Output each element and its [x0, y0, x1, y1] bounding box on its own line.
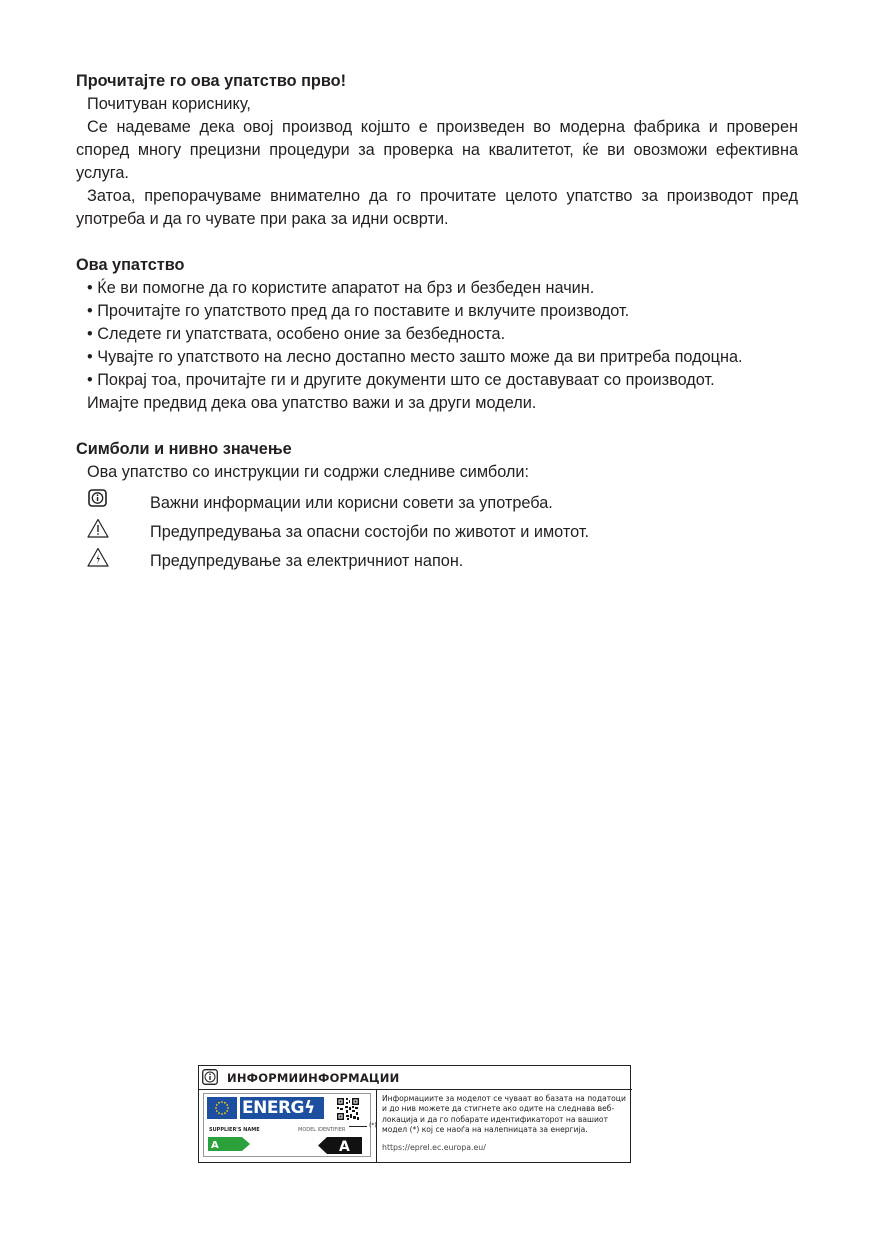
page-content: [76, 70, 798, 574]
model-identifier: MODEL IDENTIFIER: [298, 1127, 346, 1133]
info-icon: [87, 489, 109, 509]
eprel-link[interactable]: https://eprel.ec.europa.eu/: [382, 1143, 486, 1152]
energy-class-small: A: [211, 1140, 219, 1151]
energy-label-title: ИНФОРМИИНФОРМАЦИИ: [227, 1071, 400, 1085]
electric-warning-icon: [87, 547, 109, 567]
symbol-text: Предупредување за електричниот напон.: [150, 552, 464, 570]
symbols-heading: Симболи и нивно значење: [76, 440, 292, 458]
manual-bullet: • Чувајте го упатството на лесно достапно место зашто може да ви притреба подоцна.: [87, 348, 743, 366]
intro-heading: Прочитајте го ова упатство прво!: [76, 72, 347, 90]
eu-flag-icon: [207, 1097, 237, 1119]
symbols-intro: Ова упатство со инструкции ги содржи следниве симболи:: [87, 463, 530, 481]
manual-bullet: • Прочитајте го упатството пред да го поставите и вклучите производот.: [87, 302, 630, 320]
energy-label-header: [199, 1066, 632, 1090]
symbol-row-electric: [76, 545, 798, 574]
symbol-row-warning: [76, 516, 798, 545]
energy-label-card: [203, 1093, 371, 1157]
manual-note: Имајте предвид дека ова упатство важи и за други модели.: [87, 394, 537, 412]
symbol-text: Предупредувања за опасни состојби по животот и имотот.: [150, 523, 590, 541]
manual-bullet: • Ќе ви помогне да го користите апаратот на брз и безбеден начин.: [87, 279, 595, 297]
greeting: Почитуван кориснику,: [87, 95, 251, 113]
energy-class-bar: [208, 1137, 250, 1151]
manual-heading: Ова упатство: [76, 256, 185, 274]
pointer-line: [349, 1126, 367, 1127]
energy-class-arrow: [318, 1137, 362, 1154]
lightning-icon: ϟ: [304, 1098, 315, 1118]
symbol-text: Важни информации или корисни совети за употреба.: [150, 494, 553, 512]
energy-brand: ENERGϟ: [240, 1097, 324, 1119]
intro-paragraph-1: Се надеваме дека овој производ којшто е произведен во модерна фабрика и проверен според многу прецизни процедури за проверка на квалитетот, ќе ви овозможи ефективна услуга.: [76, 118, 798, 182]
intro-paragraph-2: Затоа, препорачуваме внимателно да го прочитате целото упатство за производот пред употреба и да го чувате при рака за идни осврти.: [76, 187, 798, 228]
manual-bullet: • Следете ги упатствата, особено оние за безбедноста.: [87, 325, 506, 343]
info-icon: [202, 1069, 218, 1085]
supplier-name: SUPPLIER'S NAME: [209, 1127, 260, 1133]
energy-label-sample: [199, 1090, 377, 1162]
energy-label-box: [198, 1065, 631, 1163]
model-marker: (*): [369, 1122, 377, 1129]
warning-icon: [87, 518, 109, 538]
manual-bullet: • Покрај тоа, прочитајте ги и другите документи што се доставуваат со производот.: [87, 371, 715, 389]
energy-class-big: A: [339, 1139, 350, 1154]
symbol-row-info: [76, 487, 798, 516]
qr-code-icon: [336, 1097, 360, 1121]
energy-label-description: Информациите за моделот се чуваат во базата на податоци и до нив можете да стигнете ако одите на следнава веб-локација и да го побарате идентификаторот на вашиот модел (*) кој се наоѓа на налепницата за енергија.: [382, 1094, 626, 1135]
